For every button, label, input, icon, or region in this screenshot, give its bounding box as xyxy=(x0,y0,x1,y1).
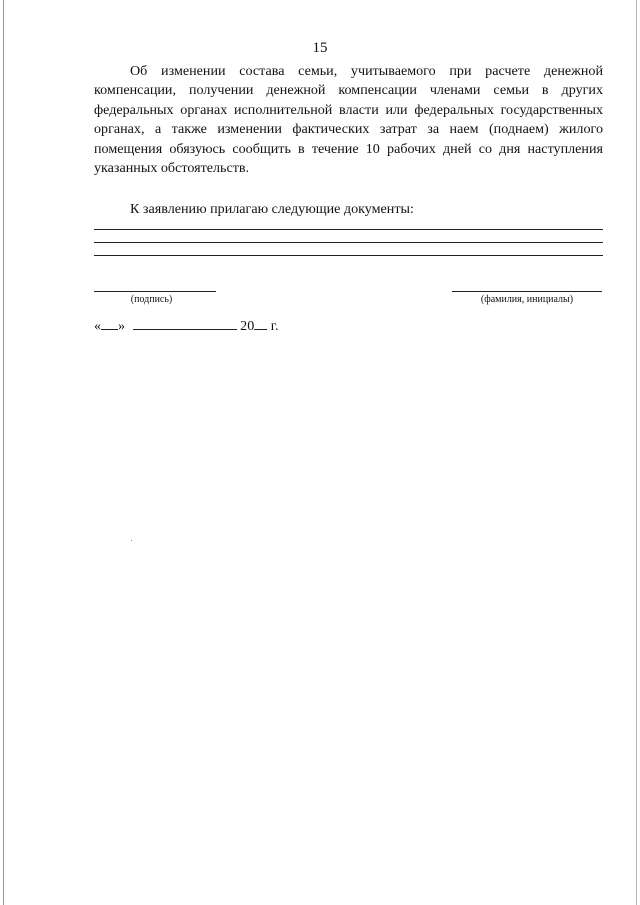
attachments-label: К заявлению прилагаю следующие документы: xyxy=(130,201,414,217)
scan-speck xyxy=(131,540,132,541)
day-blank xyxy=(101,316,118,330)
attachment-line-1 xyxy=(94,229,603,230)
date-line xyxy=(94,316,279,335)
year-suffix: г. xyxy=(270,318,279,334)
name-initials-line xyxy=(452,291,602,292)
page-edge-left xyxy=(3,0,4,905)
page-edge-right xyxy=(636,0,637,905)
attachment-line-3 xyxy=(94,255,603,256)
year-blank xyxy=(254,316,267,330)
name-initials-caption: (фамилия, инициалы) xyxy=(480,294,574,305)
date-open-quote: « xyxy=(94,318,102,334)
month-blank xyxy=(133,316,237,330)
year-prefix: 20 xyxy=(240,318,255,334)
signature-line xyxy=(94,291,216,292)
signature-caption: (подпись) xyxy=(130,294,173,305)
page-number: 15 xyxy=(312,40,328,56)
attachment-line-2 xyxy=(94,242,603,243)
date-close-quote: » xyxy=(118,318,126,334)
obligation-paragraph: Об изменении состава семьи, учитываемого при расчете денежной компенсации, получении денежной компенсации членами семьи в других федеральных органах исполнительной власти или федеральных государственных органах, а также изменении фактических затрат за наем (поднаем) жилого помещения обязуюсь сообщить в течение 10 рабочих дней со дня наступления указанных обстоятельств. xyxy=(94,63,603,177)
